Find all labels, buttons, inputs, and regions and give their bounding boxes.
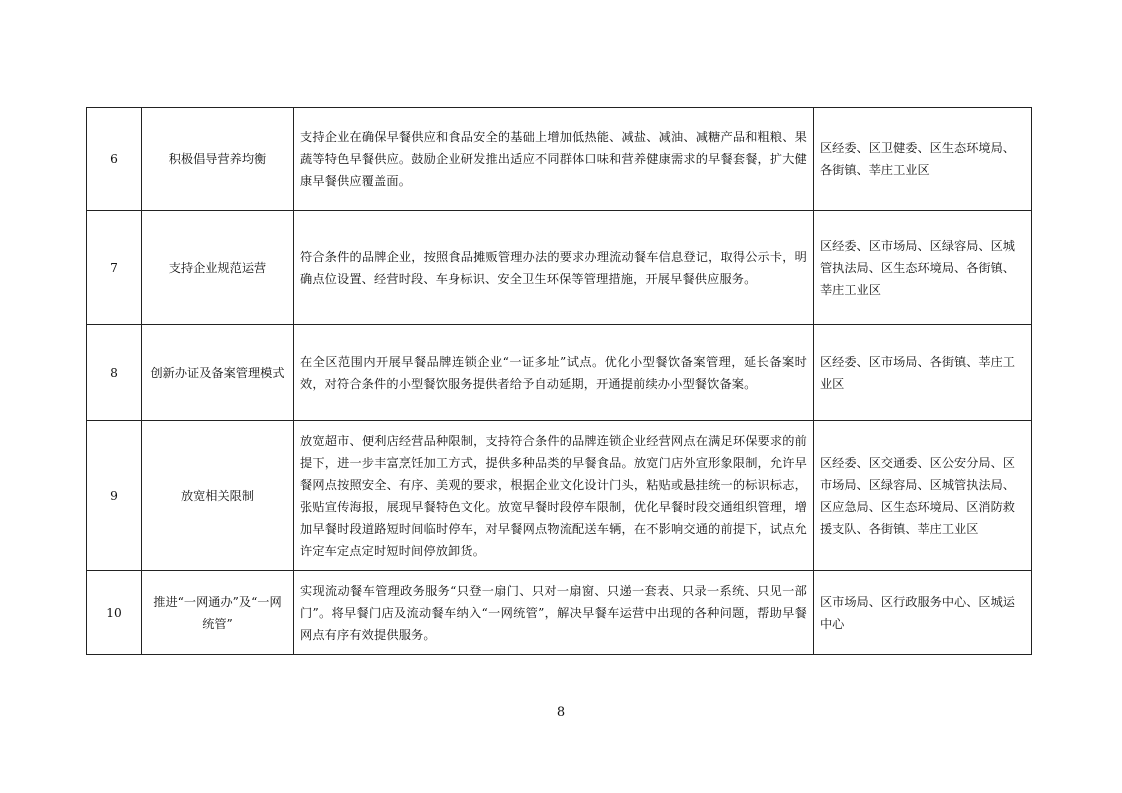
measure-description: 放宽超市、便利店经营品种限制，支持符合条件的品牌连锁企业经营网点在满足环保要求的前提下，进一步丰富烹饪加工方式，提供多种品类的早餐食品。放宽门店外宣形象限制，允许早餐网点按照安全、有序、美观的要求，根据企业文化设计门头，粘贴或悬挂统一的标识标志，张贴宣传海报，展现早餐特色文化。放宽早餐时段停车限制，优化早餐时段交通组织管理，增加早餐时段道路短时间临时停车，对早餐网点物流配送车辆，在不影响交通的前提下，试点允许定车定点定时短时间停放卸货。 bbox=[294, 421, 814, 571]
responsible-departments: 区市场局、区行政服务中心、区城运中心 bbox=[814, 571, 1032, 655]
table-row bbox=[87, 421, 1032, 571]
measure-title: 推进“一网通办”及“一网统管” bbox=[142, 571, 294, 655]
row-number: 9 bbox=[87, 421, 142, 571]
row-number: 7 bbox=[87, 211, 142, 325]
row-number: 10 bbox=[87, 571, 142, 655]
responsible-departments: 区经委、区交通委、区公安分局、区市场局、区绿容局、区城管执法局、区应急局、区生态环境局、区消防救援支队、各街镇、莘庄工业区 bbox=[814, 421, 1032, 571]
measure-description: 符合条件的品牌企业，按照食品摊贩管理办法的要求办理流动餐车信息登记，取得公示卡，明确点位设置、经营时段、车身标识、安全卫生环保等管理措施，开展早餐供应服务。 bbox=[294, 211, 814, 325]
row-number: 6 bbox=[87, 108, 142, 211]
measure-title: 放宽相关限制 bbox=[142, 421, 294, 571]
measure-description: 在全区范围内开展早餐品牌连锁企业“一证多址”试点。优化小型餐饮备案管理，延长备案时效，对符合条件的小型餐饮服务提供者给予自动延期，开通提前续办小型餐饮备案。 bbox=[294, 325, 814, 421]
page-number: 8 bbox=[556, 705, 566, 720]
table-row bbox=[87, 108, 1032, 211]
table-row bbox=[87, 571, 1032, 655]
policy-table bbox=[86, 107, 1032, 655]
responsible-departments: 区经委、区市场局、区绿容局、区城管执法局、区生态环境局、各街镇、莘庄工业区 bbox=[814, 211, 1032, 325]
measure-title: 支持企业规范运营 bbox=[142, 211, 294, 325]
table-row bbox=[87, 325, 1032, 421]
responsible-departments: 区经委、区市场局、各街镇、莘庄工业区 bbox=[814, 325, 1032, 421]
table-row bbox=[87, 211, 1032, 325]
measure-description: 实现流动餐车管理政务服务“只登一扇门、只对一扇窗、只递一套表、只录一系统、只见一部门”。将早餐门店及流动餐车纳入“一网统管”，解决早餐车运营中出现的各种问题，帮助早餐网点有序有效提供服务。 bbox=[294, 571, 814, 655]
responsible-departments: 区经委、区卫健委、区生态环境局、各街镇、莘庄工业区 bbox=[814, 108, 1032, 211]
measure-title: 创新办证及备案管理模式 bbox=[142, 325, 294, 421]
row-number: 8 bbox=[87, 325, 142, 421]
measure-title: 积极倡导营养均衡 bbox=[142, 108, 294, 211]
measure-description: 支持企业在确保早餐供应和食品安全的基础上增加低热能、减盐、减油、减糖产品和粗粮、果蔬等特色早餐供应。鼓励企业研发推出适应不同群体口味和营养健康需求的早餐套餐，扩大健康早餐供应覆盖面。 bbox=[294, 108, 814, 211]
